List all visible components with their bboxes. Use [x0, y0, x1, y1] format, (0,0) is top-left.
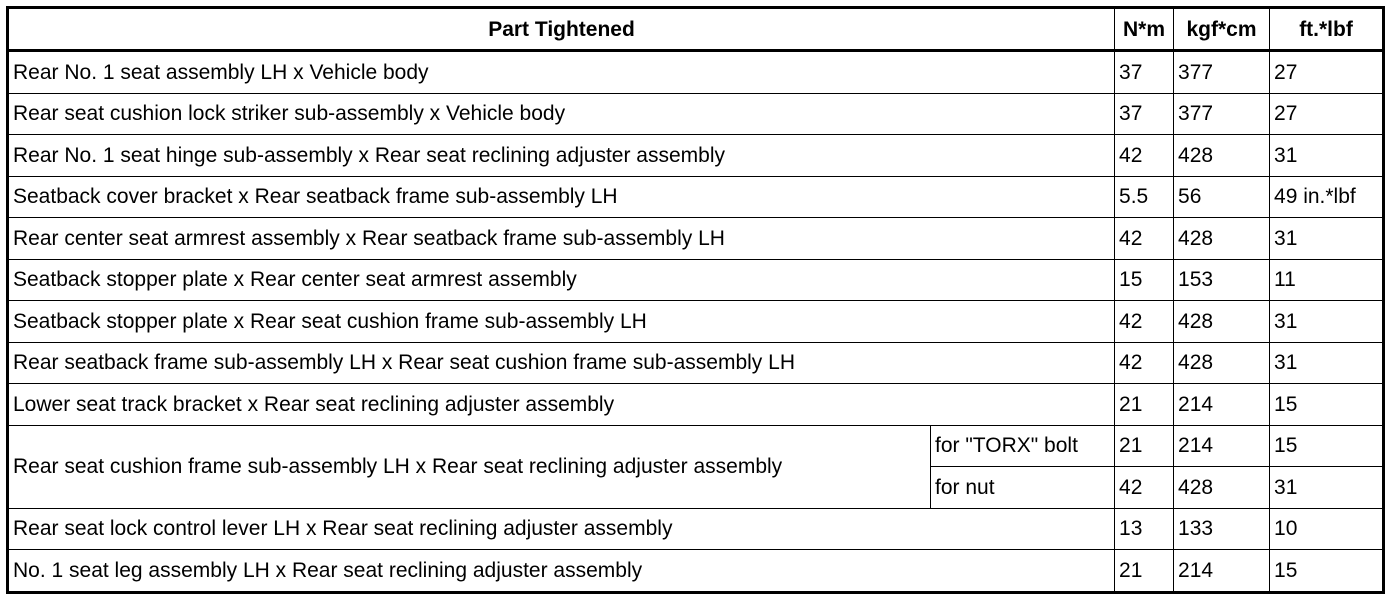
table-row [8, 425, 1384, 467]
kgf-cell: 377 [1174, 93, 1270, 135]
kgf-cell: 56 [1174, 176, 1270, 218]
part-cell: Seatback stopper plate x Rear center seat armrest assembly [8, 259, 1115, 301]
table-row [8, 93, 1384, 135]
part-cell: Rear seat cushion frame sub-assembly LH x Rear seat reclining adjuster assembly [8, 425, 931, 508]
table-row [8, 384, 1384, 426]
table-row [8, 550, 1384, 593]
ft-cell: 15 [1270, 550, 1384, 593]
ft-cell: 27 [1270, 93, 1384, 135]
part-cell: Lower seat track bracket x Rear seat reclining adjuster assembly [8, 384, 1115, 426]
kgf-cell: 133 [1174, 508, 1270, 550]
kgf-cell: 428 [1174, 135, 1270, 177]
header-row [8, 8, 1384, 51]
header-part-tightened: Part Tightened [8, 8, 1115, 51]
kgf-cell: 153 [1174, 259, 1270, 301]
nm-cell: 37 [1115, 51, 1174, 94]
fastener-type-cell: for "TORX" bolt [931, 425, 1115, 467]
kgf-cell: 428 [1174, 467, 1270, 509]
nm-cell: 42 [1115, 135, 1174, 177]
fastener-type-cell: for nut [931, 467, 1115, 509]
kgf-cell: 428 [1174, 301, 1270, 343]
kgf-cell: 428 [1174, 342, 1270, 384]
part-cell: Rear seat lock control lever LH x Rear seat reclining adjuster assembly [8, 508, 1115, 550]
nm-cell: 42 [1115, 342, 1174, 384]
ft-cell: 31 [1270, 467, 1384, 509]
ft-cell: 31 [1270, 342, 1384, 384]
table-row [8, 301, 1384, 343]
nm-cell: 42 [1115, 301, 1174, 343]
part-cell: Rear center seat armrest assembly x Rear seatback frame sub-assembly LH [8, 218, 1115, 260]
part-cell: Rear No. 1 seat hinge sub-assembly x Rear seat reclining adjuster assembly [8, 135, 1115, 177]
kgf-cell: 214 [1174, 550, 1270, 593]
kgf-cell: 377 [1174, 51, 1270, 94]
table-row [8, 342, 1384, 384]
part-cell: Rear seat cushion lock striker sub-assembly x Vehicle body [8, 93, 1115, 135]
nm-cell: 15 [1115, 259, 1174, 301]
nm-cell: 21 [1115, 550, 1174, 593]
torque-specification-table [6, 6, 1385, 594]
nm-cell: 37 [1115, 93, 1174, 135]
ft-cell: 11 [1270, 259, 1384, 301]
kgf-cell: 214 [1174, 384, 1270, 426]
table-row [8, 218, 1384, 260]
part-cell: Rear seatback frame sub-assembly LH x Rear seat cushion frame sub-assembly LH [8, 342, 1115, 384]
ft-cell: 31 [1270, 301, 1384, 343]
ft-cell: 31 [1270, 218, 1384, 260]
ft-cell: 31 [1270, 135, 1384, 177]
nm-cell: 21 [1115, 384, 1174, 426]
kgf-cell: 214 [1174, 425, 1270, 467]
part-cell: Rear No. 1 seat assembly LH x Vehicle body [8, 51, 1115, 94]
nm-cell: 5.5 [1115, 176, 1174, 218]
ft-cell: 27 [1270, 51, 1384, 94]
header-nm: N*m [1115, 8, 1174, 51]
table-row [8, 508, 1384, 550]
nm-cell: 42 [1115, 467, 1174, 509]
table-row [8, 176, 1384, 218]
ft-cell: 10 [1270, 508, 1384, 550]
header-kgf-cm: kgf*cm [1174, 8, 1270, 51]
part-cell: No. 1 seat leg assembly LH x Rear seat reclining adjuster assembly [8, 550, 1115, 593]
ft-cell: 15 [1270, 425, 1384, 467]
table-row [8, 259, 1384, 301]
nm-cell: 21 [1115, 425, 1174, 467]
ft-cell: 49 in.*lbf [1270, 176, 1384, 218]
kgf-cell: 428 [1174, 218, 1270, 260]
header-ft-lbf: ft.*lbf [1270, 8, 1384, 51]
part-cell: Seatback stopper plate x Rear seat cushion frame sub-assembly LH [8, 301, 1115, 343]
nm-cell: 13 [1115, 508, 1174, 550]
part-cell: Seatback cover bracket x Rear seatback frame sub-assembly LH [8, 176, 1115, 218]
table-row [8, 51, 1384, 94]
nm-cell: 42 [1115, 218, 1174, 260]
ft-cell: 15 [1270, 384, 1384, 426]
table-row [8, 135, 1384, 177]
